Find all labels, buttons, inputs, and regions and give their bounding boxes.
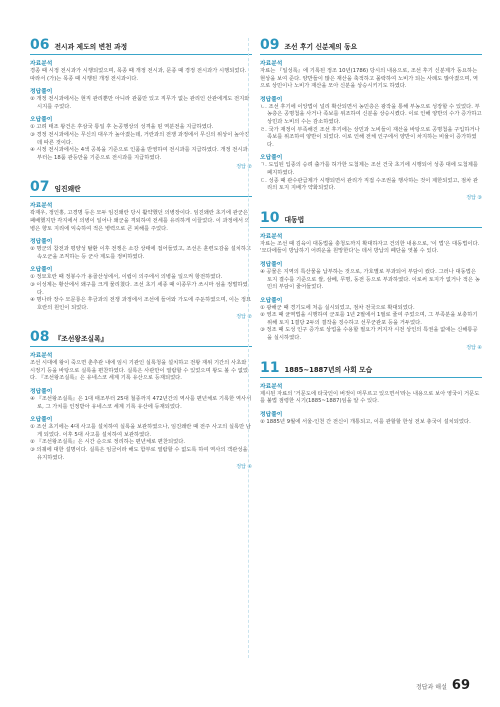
source-label: 자료분석: [30, 353, 53, 360]
answer-label: 정답풀이: [260, 411, 283, 418]
wrong-list: [30, 274, 252, 312]
answer-section: [260, 211, 482, 351]
wrong-item: ③ 정조 때 도성 인구 증가로 상업을 수용할 필요가 커지자 시전 상인의 특권을 없애는 신해통공을 실시하였다.: [260, 327, 478, 342]
answer-label: 정답풀이: [30, 389, 53, 396]
wrong-item: ③ 의궤에 대한 설명이다. 실록은 임금이라 해도 함부로 열람할 수 없도록 하여 역사의 객관성을 유지하였다.: [30, 447, 248, 461]
answer-item: ㄹ. 국가 재정이 부족해진 조선 후기에는 상민과 노비들이 재산을 바탕으로 공명첩을 구입하거나 족보를 위조하여 양반이 되었다. 이로 인해 전체 인구에서 양반이 차지하는 비율이 증가하였다.: [260, 126, 480, 148]
section-header: [260, 211, 482, 228]
answer-key: 정답 ②: [236, 164, 252, 171]
section-title: 1885~1887년의 사회 모습: [284, 365, 373, 374]
source-label: 자료분석: [260, 61, 283, 67]
answer-section: [30, 38, 252, 170]
answer-label: 정답풀이: [260, 261, 283, 268]
source-text: 자료는 『일성록』에 기록된 정조 10년(1786) 당시의 내용으로, 조선 후기 신분제가 동요하는 현상을 보여 준다. 양반들이 많은 재산을 축적하고 몰락하여 노비가 되는 사례도 많아졌으며, 역으로 상민이나 노비가 재산을 모아 신분을 상승시키기도 하였다.: [260, 68, 479, 90]
source-label: 자료분석: [260, 383, 283, 390]
footer-label: 정답과 해설: [416, 684, 447, 691]
answer-label: 정답풀이: [260, 96, 283, 103]
answer-label: 정답풀이: [30, 239, 53, 246]
section-header: [30, 38, 252, 55]
wrong-label: 오답풀이: [30, 117, 53, 124]
wrong-label: 오답풀이: [30, 417, 53, 424]
source-label: 자료분석: [30, 61, 53, 67]
answer-list: [260, 104, 482, 150]
answer-item: ② 개정 전시과에서는 현직 관리뿐만 아니라 관품만 있고 직무가 없는 관리인 산관에게도 전지와 시지를 주었다.: [30, 96, 250, 110]
wrong-item: ③ 경정 전시과에서는 무신의 대우가 높아졌는데, 거란과의 전쟁 과정에서 무신의 위상이 높아진 데 따른 것이다.: [30, 131, 250, 146]
section-header: [260, 38, 482, 55]
wrong-item: ① 광해군 때 경기도에 처음 실시되었고, 점차 전국으로 확대되었다.: [260, 304, 415, 311]
wrong-item: ㄱ. 도입된 입종의 승려 출가를 허가한 도첩제는 조선 건국 초기에 시행되어 성종 대에 도첩제를 폐지하였다.: [260, 162, 479, 176]
wrong-label: 오답풀이: [260, 155, 283, 162]
answer-section: [30, 330, 252, 470]
source-text: 제시된 자료의 '거문도에 타국인이 버젓이 머무르고 있으면서'라는 내용으로 보아 영국이 거문도를 불법 점령한 시기(1885~1887)임을 알 수 있다.: [260, 390, 480, 405]
answer-list: [30, 396, 252, 411]
answer-section: [260, 361, 482, 427]
section-title: 전시과 제도의 변천 과정: [54, 43, 128, 51]
source-text: 조선 시대에 왕이 죽으면 춘추관 내에 임시 기관인 실록청을 설치하고 전왕 재위 기간의 사초와 시정기 등을 바탕으로 실록을 편찬하였다. 실록은 사관만이 열람할 수 있었으며 왕도 볼 수 없었다. 『조선왕조실록』은 유네스코 세계 기록 유산으로 등재되었다.: [30, 360, 249, 382]
answer-section: [30, 180, 252, 320]
section-header: [260, 361, 482, 378]
answer-key: 정답 ②: [236, 314, 252, 321]
wrong-item: ③ 이성계는 황산에서 왜구를 크게 물리쳤다. 조선 초기 세종 때 이종무가 쓰시마 섬을 정벌하였다.: [30, 281, 248, 296]
section-title: 『조선왕조실록』: [54, 335, 108, 344]
wrong-item: ② 『조선왕조실록』은 시간 순으로 정리하는 편년체로 편찬되었다.: [30, 439, 186, 446]
section-number: 09: [260, 37, 280, 53]
wrong-item: ① 정묘호란 때 정봉수가 용골산성에서, 이립이 의주에서 의병을 일으켜 항전하였다.: [30, 274, 223, 281]
source-text: 경종 때 시정 전시과가 시행되었으며, 목종 때 개정 전시과, 문종 때 경정 전시과가 시행되었다. 따라서 (가)는 목종 때 시행된 개정 전시과이다.: [30, 68, 247, 82]
source-label: 자료분석: [260, 233, 283, 240]
wrong-item: ④ 명나라 장수 모문룡은 후금과의 전쟁 과정에서 조선에 들어와 가도에 주둔하였으며, 이는 정묘호란의 원인이 되었다.: [30, 297, 252, 311]
section-title: 조선 후기 신분제의 동요: [284, 43, 358, 51]
wrong-item: ① 고려 태조 왕건은 후삼국 통일 후 논공행상의 성격을 띤 역분전을 지급하였다.: [30, 124, 214, 131]
section-header: [30, 180, 252, 197]
page-footer: [416, 678, 470, 693]
source-label: 자료분석: [30, 203, 53, 210]
wrong-list: [30, 124, 252, 162]
section-number: 11: [260, 359, 280, 376]
answer-item: ② 1885년 9월에 서울-인천 간 전신이 개통되고, 이를 관할할 한성 전보 총국이 설치되었다.: [260, 418, 471, 425]
answer-item: ② 명군의 참전과 평양성 탈환 이후 전쟁은 소강 상태에 접어들었고, 조선은 훈련도감을 설치하고 속오군을 조직하는 등 군사 제도를 정비하였다.: [30, 246, 252, 260]
section-number: 06: [30, 37, 50, 53]
answer-item: ㄴ. 조선 후기에 이앙법이 널리 확산되면서 농민층은 광작을 통해 부농으로 성장할 수 있었다. 부농층은 공명첩을 사거나 족보를 위조하여 신분을 상승시켰다. 이로 인해 양반의 수가 증가하고 상민과 노비의 수는 감소하였다.: [260, 103, 482, 125]
source-text: 자료는 조선 때 김육이 대동법을 충청도까지 확대하자고 건의한 내용으로, '이 법'은 대동법이다. '모다에들이 방납하기 어려운을 원망한다'는 데서 방납의 폐단을 엿볼 수 있다.: [260, 240, 480, 255]
answer-section: [260, 38, 482, 201]
section-number: 10: [260, 209, 280, 226]
left-column: [30, 38, 252, 480]
section-number: 08: [30, 329, 50, 346]
answer-label: 정답풀이: [30, 89, 53, 96]
section-title: 대동법: [284, 215, 305, 224]
answer-key: 정답 ③: [466, 194, 482, 201]
wrong-item: ① 조선 초기에는 4대 사고를 설치하여 실록을 보관하였으나, 임진왜란 때 전주 사고의 실록만 남게 되었다. 이후 5대 사고를 설치하여 보관하였다.: [30, 424, 252, 438]
answer-key: 정답 ④: [466, 344, 482, 351]
column-divider: [248, 38, 249, 658]
wrong-list: [30, 424, 252, 462]
answer-list: [30, 96, 252, 111]
answer-list: [260, 269, 482, 292]
wrong-item: ④ 시정 전시과에서는 4색 공복을 기준으로 인품을 반영하여 전시과를 지급하였다. 개정 전시과부터는 18품 관등만을 기준으로 전시과를 지급하였다.: [30, 147, 248, 161]
wrong-list: [260, 305, 482, 343]
page-number: 69: [451, 678, 470, 693]
wrong-item: ㄷ. 성종 때 관수관급제가 시행되면서 관리가 직접 수조권을 행사하는 것이 제한되었고, 점차 관리의 토지 지배가 약화되었다.: [260, 177, 479, 192]
wrong-label: 오답풀이: [260, 297, 283, 304]
wrong-label: 오답풀이: [30, 267, 53, 274]
section-title: 임진왜란: [54, 185, 81, 194]
answer-item: ④ 공물은 지역의 특산물을 납부하는 것으로, 가호별로 부과되어 부담이 컸다. 그러나 대동법은 토지 결수를 기준으로 쌀, 삼베, 무명, 동전 등으로 부과하였다. 이로써 토지가 없거나 적은 농민의 부담이 줄어들었다.: [260, 268, 480, 291]
answer-key: 정답 ④: [236, 464, 252, 471]
section-number: 07: [30, 179, 50, 196]
wrong-item: ② 영조 때 균역법을 시행하여 군포를 1년 2필에서 1필로 줄여 주었으며, 그 부족분을 보충하기 위해 토지 1결당 2두의 결작을 징수하고 선무군관포 등을 거두었다.: [260, 312, 478, 326]
answer-list: [30, 246, 252, 261]
answer-item: ④ 『조선왕조실록』은 1대 태조부터 25대 철종까지 472년간의 역사를 편년체로 기록한 역사서로, 그 가치를 인정받아 유네스코 세계 기록 유산에 등재되었다.: [30, 396, 252, 410]
source-text: 곽재우, 정인홍, 고경명 등은 모두 임진왜란 당시 활약했던 의병장이다. 임진왜란 초기에 관군은 패배했지만 각지에서 의병이 일어나 왜군을 격퇴하여 전세를 유리하게 이끌었다. 이 과정에서 의병은 향토 지리에 익숙하여 적은 병력으로 큰 피해를 주었다.: [30, 210, 250, 232]
wrong-list: [260, 162, 482, 192]
right-column: [260, 38, 482, 436]
section-header: [30, 330, 252, 347]
answer-list: [260, 419, 482, 427]
